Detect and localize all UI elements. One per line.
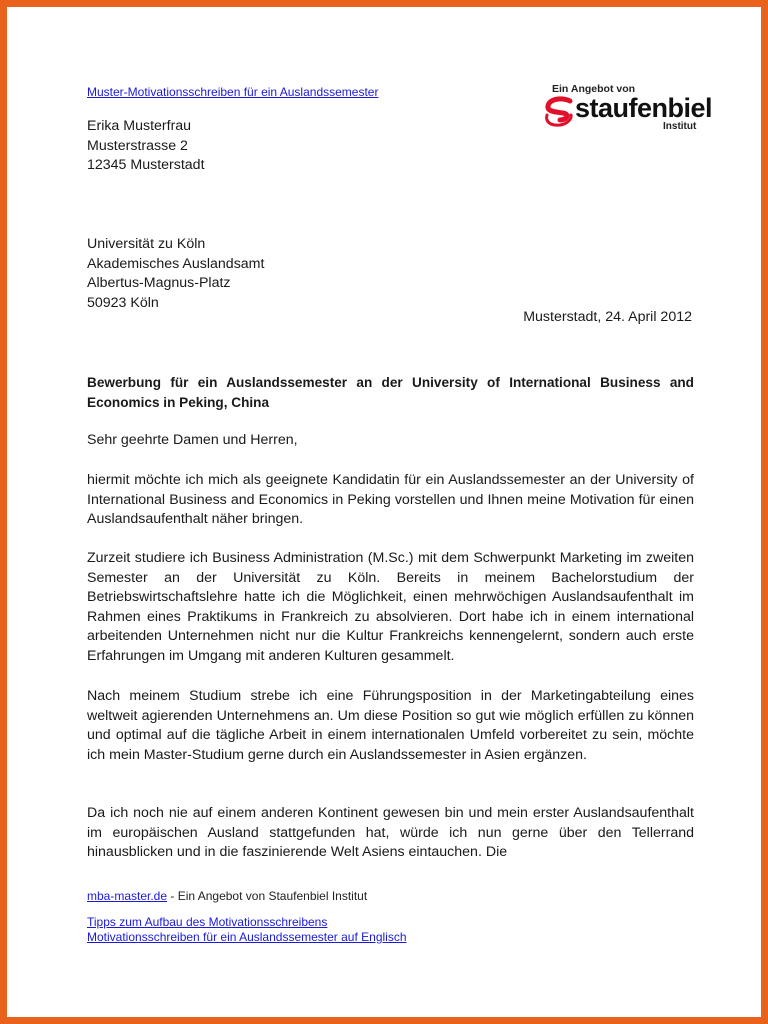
salutation: Sehr geehrte Damen und Herren, <box>87 432 298 448</box>
logo-brand-text: staufenbiel <box>575 93 713 123</box>
footer-line <box>87 889 367 903</box>
sender-city: 12345 Musterstadt <box>87 157 205 173</box>
logo-swoosh-icon <box>543 95 577 129</box>
sender-name: Erika Musterfrau <box>87 118 192 134</box>
body-paragraph: Nach meinem Studium strebe ich eine Führungsposition in der Marketingabteilung eines weltweit agierenden Unternehmens an. Um diese Position so gut wie möglich erfüllen zu können und optimal auf die tägliche Arbeit in einem internationalen Umfeld vorbereitet zu sein, möchte ich mein Master-Studium gerne durch ein Auslandssemester in Asien ergänzen. <box>87 688 694 763</box>
letter-subject: Bewerbung für ein Auslandssemester an der University of International Business and Economics in Peking, China <box>87 375 694 410</box>
sender-street: Musterstrasse 2 <box>87 137 188 154</box>
recipient-address <box>87 235 264 313</box>
letter-date: Musterstadt, 24. April 2012 <box>523 309 692 325</box>
recipient-line: Akademisches Auslandsamt <box>87 255 265 272</box>
body-paragraph: hiermit möchte ich mich als geeignete Kandidatin für ein Auslandssemester an der University of International Business and Economics in Peking vorstellen und Ihnen meine Motivation für einen Auslandsaufenthalt näher bringen. <box>87 472 694 527</box>
sender-address <box>87 117 205 176</box>
footer-site-link[interactable]: mba-master.de <box>87 889 168 903</box>
footer-links <box>87 915 407 944</box>
logo-tagline: Ein Angebot von <box>552 83 636 95</box>
recipient-line: Universität zu Köln <box>87 236 206 252</box>
body-paragraph: Da ich noch nie auf einem anderen Kontinent gewesen bin und mein erster Auslandsaufenthalt im europäischen Ausland stattgefunden hat, würde ich nun gerne über den Tellerrand hinausblicken und in die faszinierende Welt Asiens eintauchen. Die <box>87 805 694 860</box>
body-paragraph: Zurzeit studiere ich Business Administration (M.Sc.) mit dem Schwerpunkt Marketing im zweiten Semester an der Universität zu Köln. Bereits in meinem Bachelorstudium der Betriebswirtschaftslehre hatte ich die Möglichkeit, einen mehrwöchigen Auslandsaufenthalt im Rahmen eines Praktikums in Frankreich zu absolvieren. Dort habe ich in einem international arbeitenden Unternehmen nicht nur die Kultur Frankreichs kennengelernt, sondern auch erste Erfahrungen im Umgang mit anderen Kulturen gesammelt. <box>87 550 694 664</box>
recipient-line: 50923 Köln <box>87 294 159 311</box>
footer-tips-link[interactable]: Tipps zum Aufbau des Motivationsschreibens <box>87 915 328 929</box>
footer-separator-text: - Ein Angebot von Staufenbiel Institut <box>167 889 368 903</box>
recipient-line: Albertus-Magnus-Platz <box>87 275 231 291</box>
logo-sub-text: Institut <box>663 121 697 132</box>
header-document-link[interactable]: Muster-Motivationsschreiben für ein Auslandssemester <box>87 85 379 99</box>
footer-english-link[interactable]: Motivationsschreiben für ein Auslandssemester auf Englisch <box>87 929 407 944</box>
staufenbiel-logo <box>543 83 713 137</box>
